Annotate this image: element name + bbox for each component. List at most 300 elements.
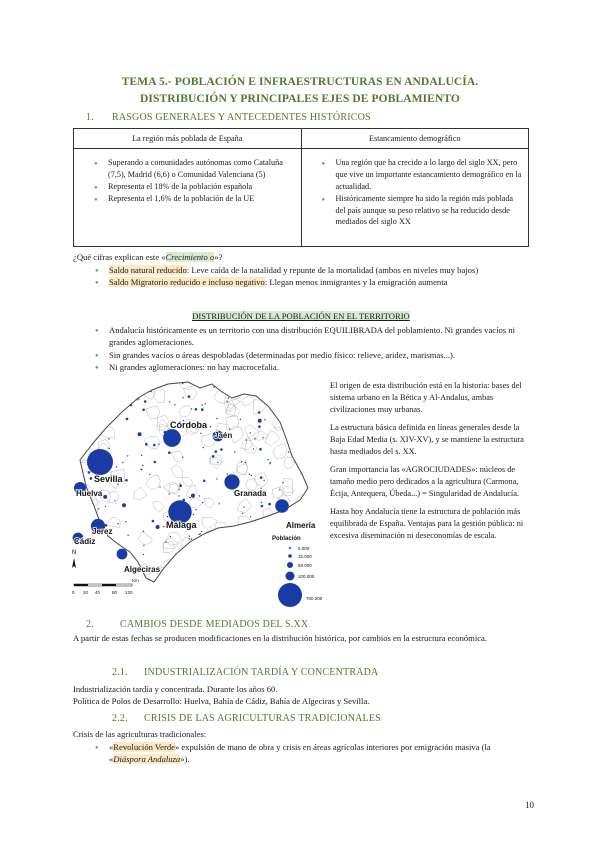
town-marker (188, 395, 191, 398)
town-marker (272, 547, 273, 548)
town-marker (254, 438, 255, 439)
town-marker (182, 397, 183, 398)
town-marker (178, 489, 179, 490)
table-cell-right (301, 149, 529, 247)
town-marker (119, 396, 120, 397)
town-marker (105, 506, 106, 507)
town-marker (138, 432, 142, 436)
town-marker (258, 388, 259, 389)
town-marker (309, 409, 310, 410)
town-marker (255, 384, 256, 385)
section-1-heading (86, 111, 371, 126)
paragraph: Hasta hoy Andalucía tiene la estructura de población más equilibrada de España. Ventajas para la gestión pública: ni excesiva diseminación ni deseconomías de escala. (330, 507, 524, 541)
town-marker (201, 408, 204, 411)
north-arrow-icon (72, 550, 76, 568)
list-item: ● Andalucía históricamente es un territorio con una distribución EQUILIBRADA del poblamiento. Ni grandes vacíos ni grandes aglomeraciones. (93, 324, 533, 349)
town-marker (264, 419, 265, 420)
paragraph: Gran importancia las «AGROCIUDADES»: núcleos de tamaño medio pero dedicados a la agricultura (Carmona, Écija, Antequera, Úbeda...) = Singularidad de Andalucía. (330, 465, 519, 499)
town-marker (93, 428, 94, 429)
svg-text:50.000: 50.000 (298, 563, 312, 568)
town-marker (156, 525, 160, 529)
town-marker (259, 448, 262, 451)
town-marker (269, 519, 270, 520)
municipal-boundary (222, 565, 235, 577)
town-marker (125, 521, 126, 522)
town-marker (143, 531, 144, 532)
municipal-boundary (175, 567, 187, 578)
town-marker (83, 410, 84, 411)
town-marker (296, 440, 299, 443)
municipal-boundary (210, 542, 224, 555)
town-marker (297, 427, 298, 428)
municipal-boundary (222, 561, 235, 576)
section-2-heading (86, 618, 308, 633)
list-item: ● Históricamente siempre ha sido la región más poblada del país aunque su peso relativo se ha reducido desde mediados del siglo XX (320, 193, 523, 229)
town-marker (217, 380, 218, 381)
town-marker (115, 399, 116, 400)
municipal-boundary (300, 459, 315, 472)
section-number: 2.2. (112, 713, 128, 724)
town-marker (250, 432, 251, 433)
town-marker (261, 505, 264, 508)
distribution-heading: DISTRIBUCIÓN DE LA POBLACIÓN EN EL TERRITORIO (192, 311, 410, 321)
town-marker (177, 573, 181, 577)
municipal-boundary (177, 566, 191, 580)
town-marker (242, 392, 243, 393)
town-marker (182, 457, 183, 458)
svg-text:100.000: 100.000 (298, 574, 315, 579)
municipal-boundary (218, 539, 230, 553)
town-marker (193, 494, 194, 495)
town-marker (169, 493, 170, 494)
town-marker (262, 540, 263, 541)
town-marker (152, 520, 155, 523)
town-marker (117, 523, 118, 524)
town-marker (255, 541, 258, 544)
municipal-boundary (287, 382, 303, 391)
town-marker (309, 423, 310, 424)
town-marker (77, 442, 78, 443)
section-number: 1. (86, 112, 94, 123)
town-marker (78, 480, 79, 481)
city-label: Sevilla (94, 474, 123, 484)
municipal-boundary (230, 561, 243, 570)
town-marker (261, 525, 262, 526)
town-marker (221, 388, 222, 389)
town-marker (195, 408, 198, 411)
town-marker (198, 534, 199, 535)
city-label: Granada (234, 489, 267, 498)
town-marker (245, 462, 246, 463)
town-marker (178, 495, 179, 496)
city-label: Huelva (76, 489, 103, 498)
town-marker (150, 391, 151, 392)
town-marker (246, 439, 247, 440)
town-marker (189, 497, 190, 498)
town-marker (177, 557, 178, 558)
town-marker (241, 461, 242, 462)
town-marker (199, 495, 200, 496)
town-marker (227, 473, 228, 474)
town-marker (216, 418, 217, 419)
section-number: 2.1. (112, 667, 128, 678)
town-marker (143, 545, 144, 546)
town-marker (201, 531, 202, 532)
town-marker (242, 513, 243, 514)
town-marker (114, 382, 117, 385)
town-marker (163, 526, 164, 527)
municipal-boundary (243, 380, 253, 392)
town-marker (294, 573, 295, 574)
city-label: Cádiz (74, 537, 96, 546)
town-marker (292, 509, 295, 512)
cifras-list (93, 264, 533, 289)
list-item: ● Representa el 18% de la población española (92, 181, 295, 193)
town-marker (262, 437, 263, 438)
city-label: Almería (286, 521, 316, 530)
paragraph: El origen de esta distribución está en la historia: bases del sistema urbano en la Bética y Al-Andalus, ambas civilizaciones muy urbanas. (330, 381, 522, 415)
town-marker (106, 563, 107, 564)
svg-text:120: 120 (125, 590, 133, 595)
town-marker (168, 451, 171, 454)
town-marker (269, 463, 270, 464)
town-marker (191, 408, 192, 409)
town-marker (191, 538, 192, 539)
municipal-boundary (74, 569, 84, 583)
town-marker (80, 556, 81, 557)
town-marker (215, 450, 218, 453)
town-marker (307, 381, 308, 382)
svg-text:40: 40 (95, 590, 101, 595)
town-marker (216, 478, 217, 479)
town-marker (142, 465, 143, 466)
svg-text:10.000: 10.000 (298, 554, 312, 559)
section-2-2-intro: Crisis de las agriculturas tradicionales: (73, 729, 207, 739)
town-marker (263, 480, 264, 481)
town-marker (122, 503, 126, 507)
town-marker (219, 579, 220, 580)
town-marker (251, 475, 252, 476)
city-label: Jerez (92, 527, 113, 536)
town-marker (266, 391, 267, 392)
municipal-boundary (137, 380, 147, 392)
town-marker (250, 516, 251, 517)
town-marker (103, 495, 107, 499)
town-marker (87, 444, 88, 445)
town-marker (288, 451, 289, 452)
town-marker (217, 562, 221, 566)
town-marker (264, 391, 265, 392)
town-marker (242, 577, 243, 578)
town-marker (98, 394, 101, 397)
town-marker (222, 547, 223, 548)
town-marker (271, 388, 274, 391)
population-map (72, 376, 324, 608)
town-marker (125, 575, 128, 578)
town-marker (195, 579, 196, 580)
map-legend (272, 536, 323, 607)
town-marker (195, 509, 196, 510)
town-marker (203, 480, 206, 483)
town-marker (114, 500, 115, 501)
town-marker (109, 448, 110, 449)
town-marker (174, 404, 175, 405)
municipal-boundary (225, 376, 238, 387)
city-label: Jaén (214, 431, 233, 440)
town-marker (238, 548, 239, 549)
town-marker (127, 535, 128, 536)
town-marker (220, 448, 223, 451)
town-marker (84, 447, 85, 448)
town-marker (200, 533, 201, 534)
town-marker (108, 419, 109, 420)
town-marker (193, 514, 194, 515)
town-marker (182, 577, 183, 578)
town-marker (279, 554, 280, 555)
town-marker (193, 551, 196, 554)
city-marker (224, 474, 239, 489)
text-line: Industrialización tardía y concentrada. Durante los años 60. (73, 684, 278, 694)
town-marker (87, 566, 88, 567)
city-marker (117, 549, 128, 560)
municipal-boundary (250, 521, 262, 534)
svg-text:Km: Km (132, 578, 139, 583)
town-marker (167, 516, 168, 517)
town-marker (116, 385, 119, 388)
town-marker (121, 393, 122, 394)
list-item: ● Superando a comunidades autónomas como Cataluña (7,5), Madrid (6,6) o Comunidad Valenciana (5) (92, 157, 295, 181)
svg-text:0: 0 (72, 590, 75, 595)
town-marker (90, 479, 91, 480)
city-marker (87, 449, 113, 475)
table-header: La región más poblada de España (74, 129, 302, 149)
town-marker (230, 571, 233, 574)
svg-text:N: N (72, 550, 77, 556)
town-marker (143, 554, 144, 555)
town-marker (279, 489, 280, 490)
municipal-boundary (76, 423, 87, 433)
town-marker (218, 557, 219, 558)
town-marker (296, 425, 299, 428)
town-marker (212, 455, 215, 458)
list-item: ● Saldo natural reducido: Leve caída de la natalidad y repunte de la mortalidad (ambos en niveles muy bajos) (93, 264, 533, 276)
svg-text:5.000: 5.000 (298, 546, 310, 551)
town-marker (166, 567, 167, 568)
town-marker (223, 389, 224, 390)
town-marker (247, 547, 248, 548)
town-marker (106, 381, 109, 384)
town-marker (79, 499, 80, 500)
svg-text:Población: Población (272, 536, 301, 542)
town-marker (240, 419, 241, 420)
table-cell-left (74, 149, 302, 247)
section-label: RASGOS GENERALES Y ANTECEDENTES HISTÓRICOS (112, 112, 371, 123)
town-marker (106, 552, 109, 555)
town-marker (88, 471, 91, 474)
page-title (60, 74, 540, 107)
town-marker (175, 561, 176, 562)
municipal-boundary (91, 417, 106, 429)
municipal-boundary (96, 376, 110, 391)
town-marker (253, 448, 254, 449)
table-header: Estancamiento demográfico (301, 129, 529, 149)
municipal-boundary (202, 556, 213, 565)
town-marker (243, 506, 244, 507)
crisis-list (93, 741, 523, 766)
municipal-boundary (94, 393, 107, 405)
town-marker (295, 431, 298, 434)
town-marker (83, 573, 84, 574)
town-marker (113, 571, 116, 574)
town-marker (142, 409, 145, 412)
section-label: INDUSTRIALIZACIÓN TARDÍA Y CONCENTRADA (144, 667, 379, 678)
list-item: ● Representa el 1,6% de la población de la UE (92, 193, 295, 205)
town-marker (91, 557, 92, 558)
municipal-boundary (84, 412, 96, 425)
town-marker (195, 545, 196, 546)
city-label: Málaga (166, 520, 197, 530)
town-marker (87, 391, 91, 395)
town-marker (203, 535, 207, 539)
city-marker (275, 499, 289, 513)
municipal-boundary (300, 464, 313, 475)
town-marker (165, 541, 166, 542)
town-marker (107, 409, 110, 412)
town-marker (268, 503, 271, 506)
highlighted-term: Crecimiento o (165, 252, 215, 262)
town-marker (116, 466, 117, 467)
list-item: ● Una región que ha crecido a lo largo del siglo XX, pero que vive un importante estancamiento demográfico en la actualidad. (320, 157, 523, 193)
town-marker (189, 538, 190, 539)
town-marker (170, 536, 171, 537)
town-marker (144, 400, 147, 403)
city-marker (163, 429, 181, 447)
town-marker (140, 380, 141, 381)
town-marker (203, 447, 204, 448)
municipal-boundary (114, 390, 124, 401)
town-marker (214, 534, 215, 535)
town-marker (102, 404, 103, 405)
municipal-boundary (302, 398, 314, 408)
town-marker (282, 482, 283, 483)
town-marker (126, 418, 129, 421)
town-marker (257, 574, 258, 575)
town-marker (307, 440, 308, 441)
town-marker (249, 474, 250, 475)
town-marker (86, 560, 90, 564)
municipal-boundary (75, 407, 87, 420)
town-marker (231, 537, 234, 540)
town-marker (138, 398, 139, 399)
town-marker (144, 383, 145, 384)
town-marker (202, 502, 203, 503)
question-line: ¿Qué cifras explican este «Crecimiento o»? (73, 252, 223, 262)
town-marker (226, 401, 227, 402)
town-marker (140, 468, 141, 469)
town-marker (297, 459, 298, 460)
town-marker (108, 438, 109, 439)
town-marker (243, 554, 244, 555)
town-marker (79, 506, 80, 507)
municipal-boundary (197, 563, 207, 573)
town-marker (291, 415, 292, 416)
town-marker (125, 479, 128, 482)
town-marker (92, 385, 93, 386)
town-marker (233, 395, 234, 396)
town-marker (205, 403, 206, 404)
svg-text:700.000: 700.000 (306, 596, 323, 601)
section-number: 2. (86, 619, 94, 630)
town-marker (287, 409, 288, 410)
rasgos-table (73, 128, 529, 247)
town-marker (258, 419, 262, 423)
municipal-boundary (242, 543, 253, 555)
town-marker (149, 474, 150, 475)
town-marker (114, 409, 115, 410)
town-marker (99, 571, 102, 574)
town-marker (127, 455, 128, 456)
town-marker (86, 523, 87, 524)
town-marker (169, 401, 170, 402)
town-marker (141, 455, 142, 456)
town-marker (234, 451, 235, 452)
town-marker (86, 417, 89, 420)
town-marker (228, 397, 229, 398)
town-marker (229, 429, 230, 430)
section-2-text: A partir de estas fechas se producen modificaciones en la distribución histórica, por cambios en la estructura económica. (73, 633, 488, 643)
town-marker (238, 535, 241, 538)
town-marker (154, 461, 157, 464)
town-marker (258, 425, 261, 428)
town-marker (302, 448, 303, 449)
text-line: Política de Polos de Desarrollo: Huelva, Bahía de Cádiz, Bahía de Algeciras y Sevilla. (73, 696, 370, 707)
svg-text:20: 20 (83, 590, 89, 595)
list-item: ● Ni grandes aglomeraciones: no hay macrocefalia. (93, 361, 533, 373)
town-marker (261, 533, 264, 536)
town-marker (107, 391, 108, 392)
town-marker (189, 536, 190, 537)
municipal-boundary (245, 560, 262, 570)
town-marker (269, 576, 270, 577)
town-marker (217, 462, 218, 463)
town-marker (261, 502, 262, 503)
list-item: ● Saldo Migratorio reducido e incluso negativo: Llegan menos inmigrantes y la emigración aumenta (93, 276, 533, 288)
town-marker (194, 571, 195, 572)
title-line-1: TEMA 5.- POBLACIÓN E INFRAESTRUCTURAS EN ANDALUCÍA. (121, 76, 479, 88)
town-marker (267, 459, 268, 460)
town-marker (113, 386, 114, 387)
municipal-boundary (190, 574, 202, 586)
town-marker (179, 485, 182, 488)
town-marker (202, 404, 203, 405)
town-marker (200, 576, 201, 577)
town-marker (110, 412, 111, 413)
town-marker (153, 444, 156, 447)
scale-bar (72, 578, 139, 595)
history-text (330, 380, 530, 548)
town-marker (210, 426, 211, 427)
municipal-boundary (89, 411, 98, 424)
city-label: Algeciras (124, 565, 161, 574)
town-marker (119, 380, 120, 381)
municipal-boundary (297, 413, 310, 424)
section-2-1-text (73, 683, 531, 708)
town-marker (158, 444, 159, 445)
page-number: 10 (525, 800, 534, 810)
town-marker (279, 556, 280, 557)
town-marker (115, 544, 116, 545)
town-marker (146, 444, 147, 445)
